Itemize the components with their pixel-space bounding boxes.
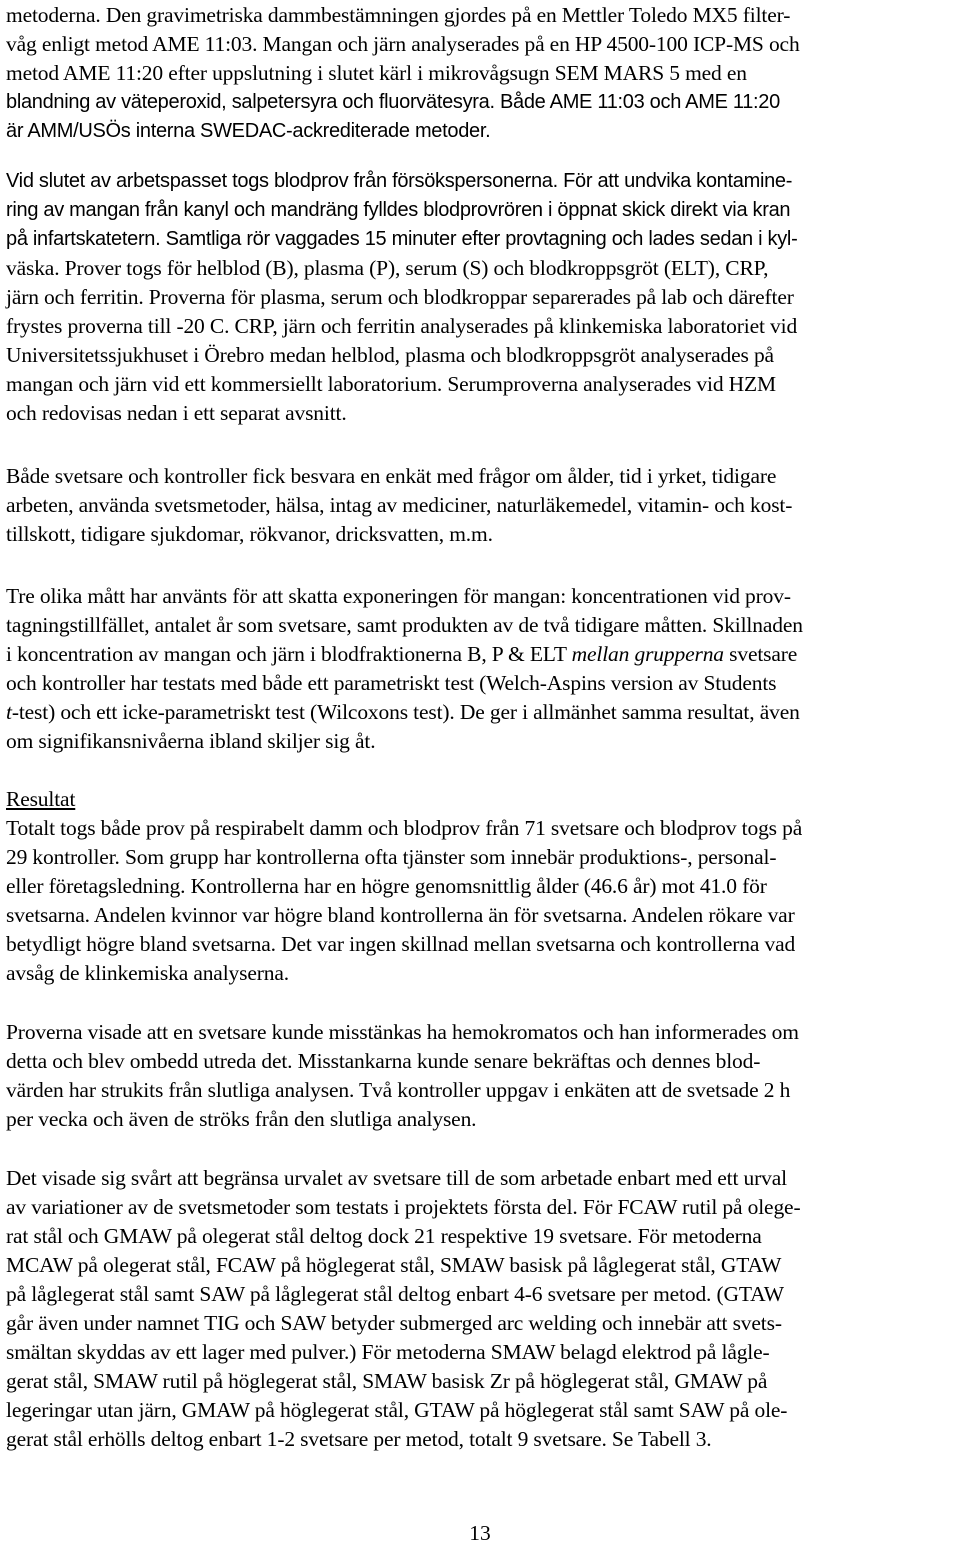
text-line xyxy=(6,1165,787,1191)
text-segment: svetsarna. Andelen kvinnor var högre bland kontrollerna än för svetsarna. Andelen rökare var xyxy=(6,903,795,927)
text-segment: gerat stål, SMAW rutil på höglegerat stål, SMAW basisk Zr på höglegerat stål, GMAW på xyxy=(6,1369,768,1393)
text-line xyxy=(6,255,768,281)
text-segment: Universitetssjukhuset i Örebro medan helblod, plasma och blodkroppsgröt analyserades på xyxy=(6,343,774,367)
text-segment: Det visade sig svårt att begränsa urvalet av svetsare till de som arbetade enbart med ett urval xyxy=(6,1166,787,1190)
text-segment: 29 kontroller. Som grupp har kontrollerna ofta tjänster som innebär produktions-, personal- xyxy=(6,845,777,869)
text-segment: väska. Prover togs för helblod (B), plasma (P), serum (S) och blodkroppsgröt (ELT), CRP, xyxy=(6,256,769,280)
text-segment: mangan och järn vid ett kommersiellt laboratorium. Serumproverna analyserades vid HZM xyxy=(6,372,776,396)
text-segment: och kontroller har testats med både ett parametriskt test (Welch-Aspins version av Students xyxy=(6,671,777,695)
text-line xyxy=(6,371,776,397)
text-line xyxy=(6,226,797,252)
text-segment: Totalt togs både prov på respirabelt damm och blodprov från 71 svetsare och blodprov togs på xyxy=(6,816,803,840)
text-line xyxy=(6,1252,781,1278)
text-segment: t xyxy=(6,700,12,724)
text-segment: och redovisas nedan i ett separat avsnitt. xyxy=(6,401,347,425)
text-line xyxy=(6,492,792,518)
text-line xyxy=(6,31,800,57)
text-line xyxy=(6,728,375,754)
text-line xyxy=(6,168,792,194)
text-line xyxy=(6,2,790,28)
text-line xyxy=(6,400,347,426)
text-line xyxy=(6,1106,476,1132)
text-segment: betydligt högre bland svetsarna. Det var ingen skillnad mellan svetsarna och kontrollerna vad xyxy=(6,932,796,956)
text-line xyxy=(6,960,289,986)
text-line xyxy=(6,583,791,609)
text-line xyxy=(6,284,794,310)
text-segment: värden har strukits från slutliga analysen. Två kontroller uppgav i enkäten att de svetsade 2 h xyxy=(6,1078,791,1102)
text-line xyxy=(6,463,776,489)
text-segment: frystes proverna till -20 C. CRP, järn och ferritin analyserades på klinkemiska laboratoriet vid xyxy=(6,314,798,338)
text-segment: svetsare xyxy=(723,642,798,666)
section-heading-resultat xyxy=(6,786,75,812)
text-line xyxy=(6,1077,790,1103)
text-segment: gerat stål erhölls deltog enbart 1-2 svetsare per metod, totalt 9 svetsare. Se Tabell 3. xyxy=(6,1427,712,1451)
text-line xyxy=(6,1019,799,1045)
text-segment: MCAW på olegerat stål, FCAW på höglegerat stål, SMAW basisk på låglegerat stål, GTAW xyxy=(6,1253,782,1277)
text-line xyxy=(6,670,776,696)
text-segment: Proverna visade att en svetsare kunde misstänkas ha hemokromatos och han informerades om xyxy=(6,1020,799,1044)
text-line xyxy=(6,1223,762,1249)
text-segment: legeringar utan järn, GMAW på höglegerat stål, GTAW på höglegerat stål samt SAW på ole- xyxy=(6,1398,788,1422)
text-segment: Resultat xyxy=(6,787,76,811)
text-segment: på infartskatetern. Samtliga rör vaggades 15 minuter efter provtagning och lades sedan i kyl- xyxy=(6,228,798,250)
text-segment: blandning av väteperoxid, salpetersyra och fluorvätesyra. Både AME 11:03 och AME 11:20 xyxy=(6,91,780,113)
text-segment: metoderna. Den gravimetriska dammbestämningen gjordes på en Mettler Toledo MX5 filter- xyxy=(6,3,791,27)
text-line xyxy=(6,612,803,638)
text-line xyxy=(6,699,800,725)
text-line xyxy=(6,815,802,841)
text-segment: per vecka och även de ströks från den slutliga analysen. xyxy=(6,1107,477,1131)
text-line xyxy=(6,60,747,86)
text-segment: rat stål och GMAW på olegerat stål deltog dock 21 respektive 19 svetsare. För metoderna xyxy=(6,1224,762,1248)
text-segment: smältan skyddas av ett lager med pulver.) För metoderna SMAW belagd elektrod på lågle- xyxy=(6,1340,770,1364)
text-segment: i koncentration av mangan och järn i blodfraktionerna B, P & ELT xyxy=(6,642,572,666)
text-segment: Vid slutet av arbetspasset togs blodprov från försökspersonerna. För att undvika kontamine- xyxy=(6,170,793,192)
text-line xyxy=(6,89,780,115)
text-segment: tillskott, tidigare sjukdomar, rökvanor, dricksvatten, m.m. xyxy=(6,522,493,546)
text-segment: metod AME 11:20 efter uppslutning i slutet kärl i mikrovågsugn SEM MARS 5 med en xyxy=(6,61,747,85)
text-line xyxy=(6,641,797,667)
text-line xyxy=(6,197,790,223)
text-segment: -test) och ett icke-parametriskt test (Wilcoxons test). De ger i allmänhet samma resultat, även xyxy=(11,700,800,724)
text-line xyxy=(6,1048,760,1074)
text-line xyxy=(6,844,776,870)
text-line xyxy=(6,873,767,899)
text-segment: tagningstillfället, antalet år som svetsare, samt produkten av de två tidigare måtten. Skillnaden xyxy=(6,613,803,637)
text-line xyxy=(6,902,795,928)
text-segment: på låglegerat stål samt SAW på låglegerat stål deltog enbart 4-6 svetsare per metod. (GTAW xyxy=(6,1282,784,1306)
text-segment: eller företagsledning. Kontrollerna har en högre genomsnittlig ålder (46.6 år) mot 41.0 för xyxy=(6,874,767,898)
text-line xyxy=(6,1397,787,1423)
text-segment: mellan grupperna xyxy=(571,642,724,666)
text-segment: järn och ferritin. Proverna för plasma, serum och blodkroppar separerades på lab och därefter xyxy=(6,285,794,309)
text-segment: arbeten, använda svetsmetoder, hälsa, intag av mediciner, naturläkemedel, vitamin- och kost- xyxy=(6,493,793,517)
text-line xyxy=(6,1281,784,1307)
text-segment: Både svetsare och kontroller fick besvara en enkät med frågor om ålder, tid i yrket, tidigare xyxy=(6,464,777,488)
text-line xyxy=(6,342,774,368)
text-segment: våg enligt metod AME 11:03. Mangan och järn analyserades på en HP 4500-100 ICP-MS och xyxy=(6,32,800,56)
text-line xyxy=(6,931,795,957)
text-segment: går även under namnet TIG och SAW betyder submerged arc welding och innebär att svets- xyxy=(6,1311,782,1335)
text-segment: om signifikansnivåerna ibland skiljer sig åt. xyxy=(6,729,376,753)
text-line xyxy=(6,1426,712,1452)
text-segment: Tre olika mått har använts för att skatta exponeringen för mangan: koncentrationen vid prov- xyxy=(6,584,791,608)
text-line xyxy=(6,1339,770,1365)
text-segment: är AMM/USÖs interna SWEDAC-ackrediterade metoder. xyxy=(6,120,491,142)
text-line xyxy=(6,1368,767,1394)
text-line xyxy=(6,1194,800,1220)
text-segment: detta och blev ombedd utreda det. Misstankarna kunde senare bekräftas och dennes blod- xyxy=(6,1049,761,1073)
text-line xyxy=(6,118,490,144)
text-line xyxy=(6,1310,782,1336)
text-segment: av variationer av de svetsmetoder som testats i projektets första del. För FCAW rutil på olege- xyxy=(6,1195,801,1219)
text-line xyxy=(6,521,493,547)
text-segment: avsåg de klinkemiska analyserna. xyxy=(6,961,289,985)
text-line xyxy=(6,313,797,339)
text-segment: ring av mangan från kanyl och mandräng fylldes blodprovrören i öppnat skick direkt via kran xyxy=(6,199,791,221)
page-number: 13 xyxy=(469,1521,491,1545)
